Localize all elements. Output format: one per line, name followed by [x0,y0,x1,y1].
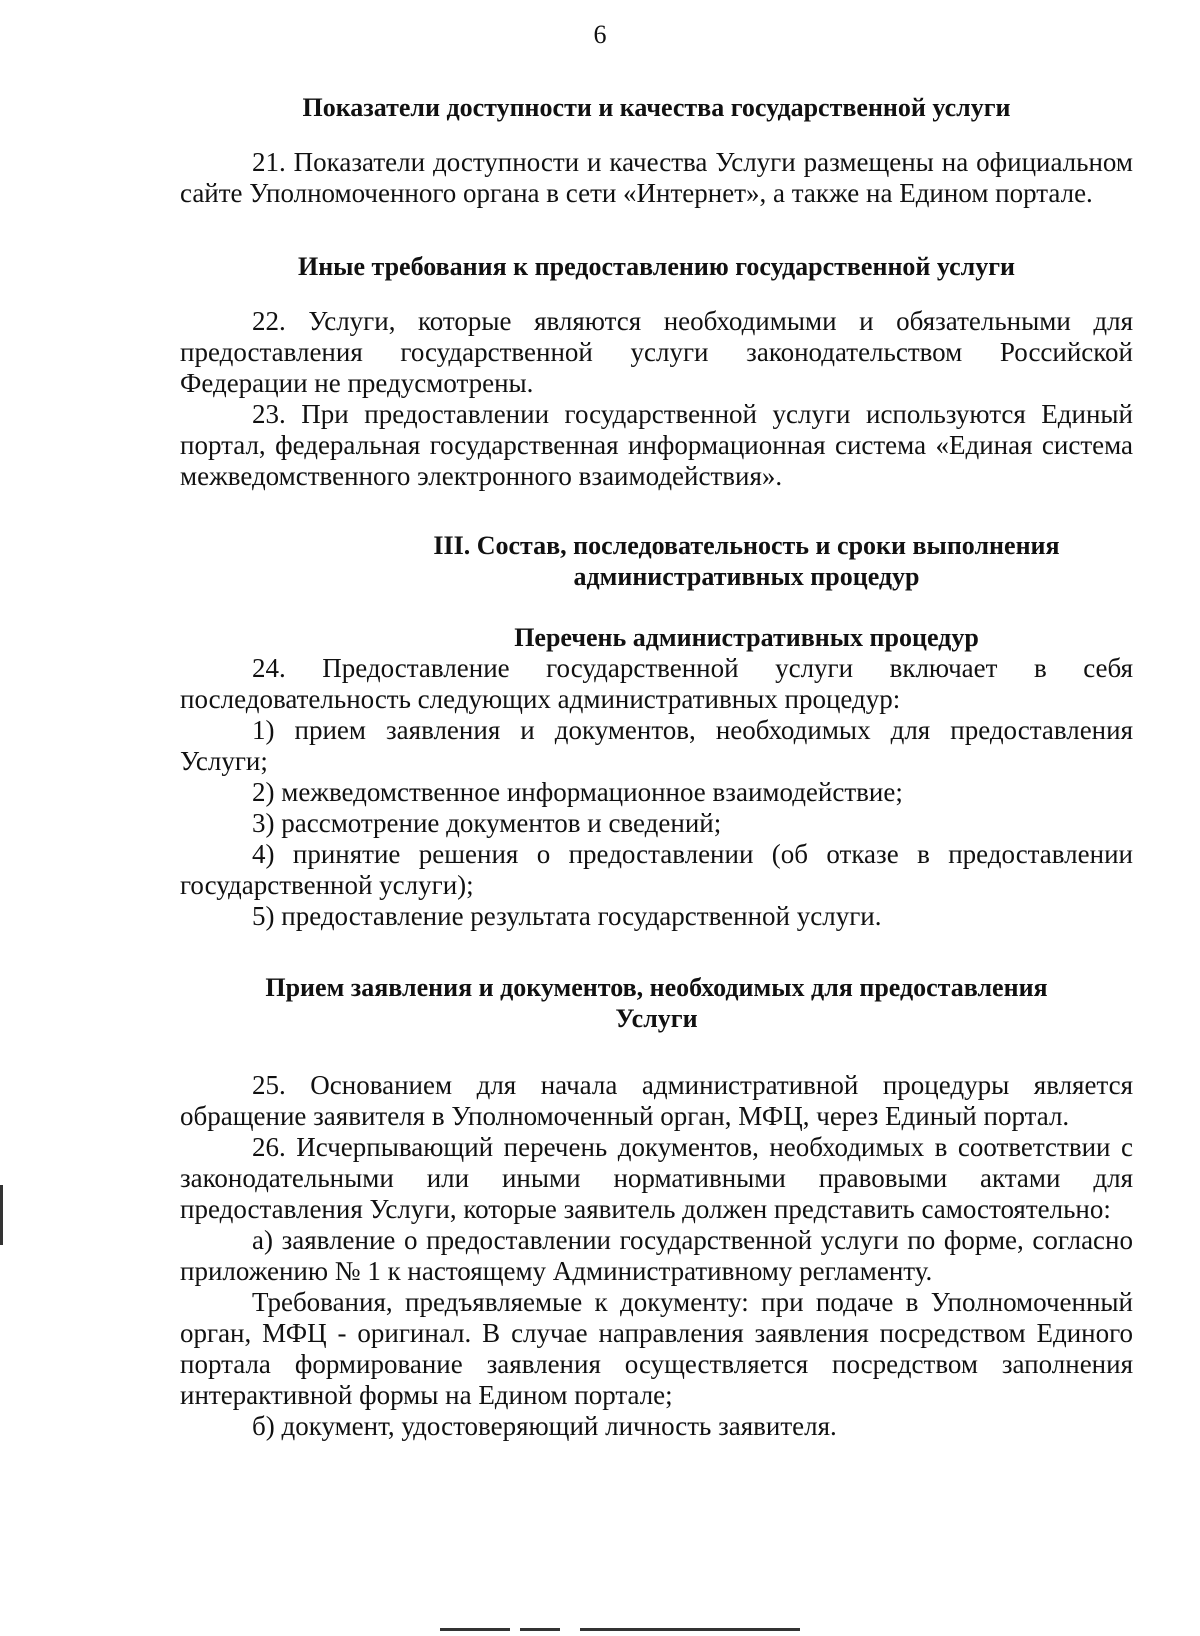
scan-margin-mark [0,1185,3,1245]
document-body [180,92,1133,1442]
paragraph-24-item-3: 3) рассмотрение документов и сведений; [252,808,722,838]
paragraph-24-item-4: 4) принятие решения о предоставлении (об отказе в предоставлении государственной услуги); [180,839,1133,900]
paragraph-24: 24. Предоставление государственной услуги включает в себя последовательность следующих административных процедур: [180,653,1133,714]
paragraph-26-item-b: б) документ, удостоверяющий личность заявителя. [252,1411,837,1441]
scan-bottom-mark-3 [580,1628,800,1631]
paragraph-21: 21. Показатели доступности и качества Услуги размещены на официальном сайте Уполномоченного органа в сети «Интернет», а также на Едином портале. [180,147,1133,208]
paragraph-22: 22. Услуги, которые являются необходимыми и обязательными для предоставления государственной услуги законодательством Российской Федерации не предусмотрены. [180,306,1133,398]
section-title-reception-line-2: Услуги [615,1004,698,1033]
paragraph-23: 23. При предоставлении государственной услуги используются Единый портал, федеральная государственная информационная система «Единая система межведомственного электронного взаимодействия». [180,399,1133,491]
section-title-procedures-list: Перечень административных процедур [514,623,979,652]
paragraph-26-requirements: Требования, предъявляемые к документу: при подаче в Уполномоченный орган, МФЦ - оригинал. В случае направления заявления посредством Единого портала формирование заявления осуществляется посредством заполнения интерактивной формы на Едином портале; [180,1287,1133,1410]
section-title-procedures [180,530,1133,592]
scan-bottom-mark-1 [440,1628,510,1631]
paragraph-26: 26. Исчерпывающий перечень документов, необходимых в соответствии с законодательными или иными нормативными правовыми актами для предоставления Услуги, которые заявитель должен представить самостоятельно: [180,1132,1133,1224]
section-title-other-requirements: Иные требования к предоставлению государственной услуги [297,252,1016,281]
paragraph-26-item-a: а) заявление о предоставлении государственной услуги по форме, согласно приложению № 1 к настоящему Административному регламенту. [180,1225,1133,1286]
page-number: 6 [593,20,607,49]
section-title-availability: Показатели доступности и качества государственной услуги [302,93,1011,122]
section-title-reception-line-1: Прием заявления и документов, необходимых для предоставления [265,973,1048,1002]
scan-bottom-mark-2 [520,1628,560,1631]
paragraph-24-item-5: 5) предоставление результата государственной услуги. [252,901,882,931]
paragraph-24-item-2: 2) межведомственное информационное взаимодействие; [252,777,903,807]
paragraph-25: 25. Основанием для начала административной процедуры является обращение заявителя в Уполномоченный орган, МФЦ, через Единый портал. [180,1070,1133,1131]
section-title-procedures-line-1: III. Состав, последовательность и сроки выполнения [433,531,1060,560]
section-title-procedures-line-2: административных процедур [573,562,920,591]
section-title-reception [180,972,1133,1034]
paragraph-24-item-1: 1) прием заявления и документов, необходимых для предоставления Услуги; [180,715,1133,776]
